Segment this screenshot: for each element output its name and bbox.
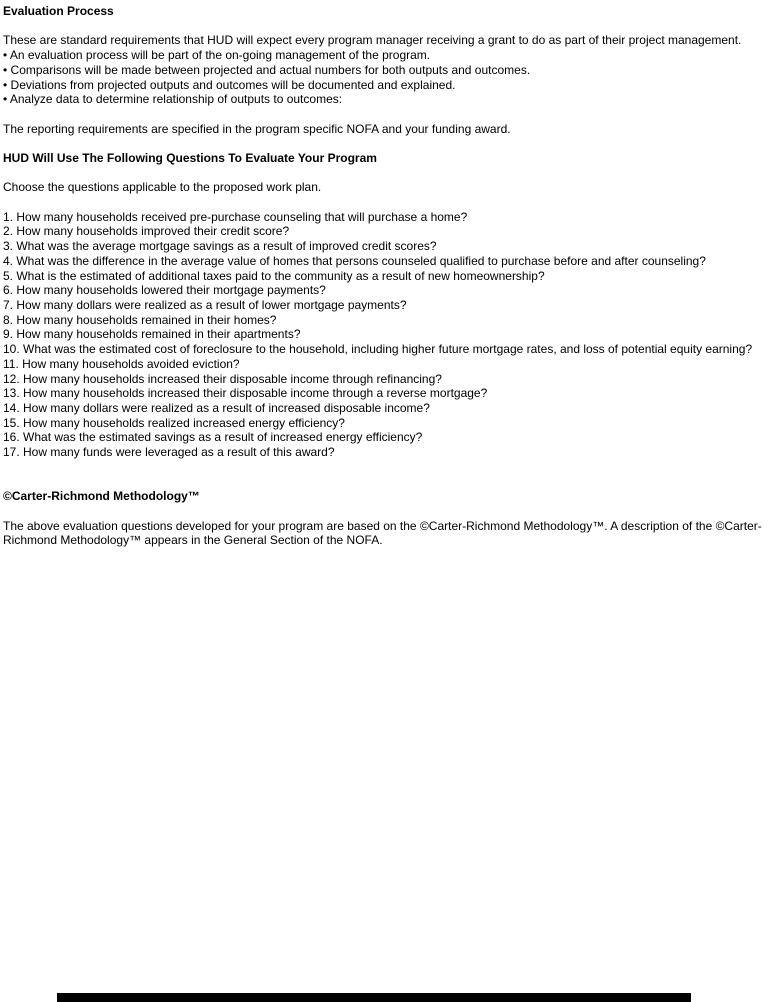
reporting-note: The reporting requirements are specified in the program specific NOFA and your funding award. [3, 121, 511, 136]
question-item: 4. What was the difference in the average value of homes that persons counseled qualified to purchase before and after counseling? [3, 253, 706, 268]
page-title: Evaluation Process [3, 4, 114, 18]
choose-note: Choose the questions applicable to the proposed work plan. [3, 180, 322, 195]
question-item: 1. How many households received pre-purchase counseling that will purchase a home? [3, 209, 468, 224]
question-item: 16. What was the estimated savings as a result of increased energy efficiency? [3, 430, 423, 445]
question-item: 9. How many households remained in their apartments? [3, 327, 301, 342]
question-item: 2. How many households improved their credit score? [3, 224, 290, 239]
question-item: 8. How many households remained in their homes? [3, 312, 277, 327]
question-item: 6. How many households lowered their mortgage payments? [3, 283, 326, 298]
question-item: 3. What was the average mortgage savings as a result of improved credit scores? [3, 239, 437, 254]
question-item: 17. How many funds were leveraged as a result of this award? [3, 445, 335, 460]
intro-paragraph: These are standard requirements that HUD will expect every program manager receiving a grant to do as part of their project management. [3, 33, 742, 48]
question-item: 10. What was the estimated cost of foreclosure to the household, including higher future mortgage rates, and loss of potential equity earning? [3, 342, 753, 357]
bullet-list [3, 48, 774, 107]
question-item: 13. How many households increased their disposable income through a reverse mortgage? [3, 386, 488, 401]
methodology-paragraph: The above evaluation questions developed for your program are based on the ©Carter-Richmond Methodology™. A description of the ©Carter-Richmond Methodology™ appears in the General Section of the NOFA. [3, 518, 762, 548]
bullet-item: • An evaluation process will be part of the on-going management of the program. [3, 48, 431, 63]
question-item: 7. How many dollars were realized as a result of lower mortgage payments? [3, 297, 407, 312]
questions-heading: HUD Will Use The Following Questions To Evaluate Your Program [3, 150, 377, 165]
question-item: 5. What is the estimated of additional taxes paid to the community as a result of new homeownership? [3, 268, 545, 283]
bullet-item: • Deviations from projected outputs and outcomes will be documented and explained. [3, 77, 456, 92]
question-item: 11. How many households avoided eviction? [3, 356, 240, 371]
bullet-item: • Analyze data to determine relationship of outputs to outcomes: [3, 92, 343, 107]
methodology-heading: ©Carter-Richmond Methodology™ [3, 489, 200, 504]
question-item: 15. How many households realized increased energy efficiency? [3, 415, 345, 430]
bottom-bar [57, 993, 691, 1002]
question-item: 12. How many households increased their disposable income through refinancing? [3, 371, 442, 386]
questions-list [3, 210, 774, 460]
question-item: 14. How many dollars were realized as a result of increased disposable income? [3, 400, 430, 415]
bullet-item: • Comparisons will be made between projected and actual numbers for both outputs and outcomes. [3, 62, 531, 77]
